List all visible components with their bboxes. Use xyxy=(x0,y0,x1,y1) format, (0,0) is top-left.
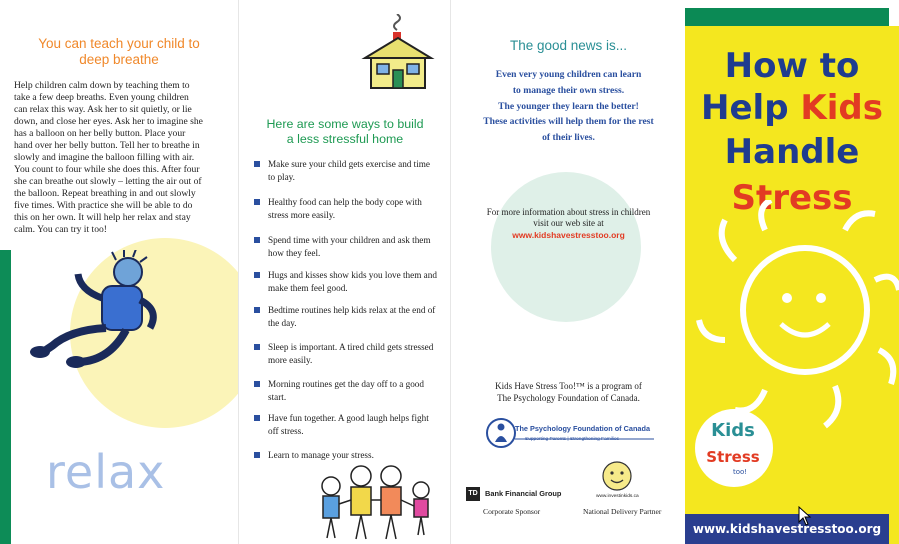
cover-title-help-kids xyxy=(685,88,899,128)
green-top-strip xyxy=(685,8,889,26)
list-item-line: the day. xyxy=(268,317,297,328)
good-news-title: The good news is... xyxy=(509,38,628,53)
body-line: Help children calm down by teaching them to xyxy=(14,80,190,91)
panel-stress-free-home xyxy=(238,0,450,544)
house-illustration xyxy=(359,14,437,92)
good-news-text xyxy=(451,67,685,146)
foundation-tagline: Supporting Parents | Strengthening Families xyxy=(525,437,620,442)
national-partner-label: National Delivery Partner xyxy=(583,507,662,516)
body-line: five times. With practice she will be able to do xyxy=(14,200,193,211)
text-line: Even very young children can learn xyxy=(495,69,642,80)
deep-breathe-title xyxy=(0,36,238,68)
list-item xyxy=(254,234,439,259)
list-item-line: make them feel good. xyxy=(268,282,348,293)
list-item-line: start. xyxy=(268,391,287,402)
mouse-cursor-icon xyxy=(798,506,812,526)
list-item-line: Make sure your child gets exercise and time xyxy=(268,159,431,169)
list-item-line: how they feel. xyxy=(268,247,321,258)
invest-in-kids-url: www.investinkids.ca xyxy=(596,494,639,499)
list-item-line: Have fun together. A good laugh helps fight xyxy=(268,413,429,423)
bullet-icon xyxy=(254,307,260,313)
list-item xyxy=(254,378,439,403)
body-line: slowly and imagine the balloon filling with air. xyxy=(14,152,195,163)
title-line: a less stressful home xyxy=(286,132,404,146)
badge-kids-text: Kids xyxy=(711,420,755,441)
cover-title-stress: Stress xyxy=(731,178,853,218)
text-line: The Psychology Foundation of Canada. xyxy=(497,393,640,403)
badge-stress-text: Stress xyxy=(706,448,760,466)
list-item-line: Learn to manage your stress. xyxy=(268,450,374,460)
body-line: take a few deep breaths. Even young children xyxy=(14,92,189,103)
panel-cover xyxy=(685,0,899,544)
body-line: has a balloon on her belly button. Place your xyxy=(14,128,186,139)
text-line: of their lives. xyxy=(542,132,595,144)
foundation-name: The Psychology Foundation of Canada xyxy=(515,424,650,433)
list-item xyxy=(254,269,439,294)
list-item-line: Sleep is important. A tired child gets stressed xyxy=(268,342,434,352)
home-tips-title xyxy=(239,117,450,147)
body-line: she can breathe out slowly – letting the air out of xyxy=(14,176,202,187)
badge-too-text: too! xyxy=(733,468,748,476)
text-line: These activities will help them for the rest xyxy=(483,116,654,128)
title-line: You can teach your child to xyxy=(38,36,200,51)
list-item-line: Hugs and kisses show kids you love them and xyxy=(268,270,437,280)
title-word: Kids xyxy=(800,88,883,128)
td-bank-name: Bank Financial Group xyxy=(485,489,562,498)
text-line: For more information about stress in children xyxy=(486,207,651,217)
text-line: to manage their own stress. xyxy=(512,84,625,96)
bullet-icon xyxy=(254,161,260,167)
list-item-line: Healthy food can help the body cope with xyxy=(268,197,422,207)
kids-holding-hands-illustration xyxy=(311,460,441,544)
list-item-line: stress more easily. xyxy=(268,209,336,220)
cover-title-how-to: How to xyxy=(724,46,860,86)
bullet-icon xyxy=(254,272,260,278)
td-logo-icon: TD xyxy=(466,487,480,501)
body-line: calm. You can try it too! xyxy=(14,224,107,235)
bullet-icon xyxy=(254,415,260,421)
bullet-icon xyxy=(254,344,260,350)
list-item-line: Bedtime routines help kids relax at the end of xyxy=(268,305,436,315)
title-word: Help xyxy=(701,88,789,128)
invest-in-kids-logo xyxy=(601,460,633,492)
panel-good-news xyxy=(450,0,685,544)
body-line: down, and close her eyes. Ask her to imagine she xyxy=(14,116,203,127)
body-line: hand over her belly button. Tell her to breathe in xyxy=(14,140,200,151)
body-line: this on her own. It will help her relax and stay xyxy=(14,212,191,223)
list-item xyxy=(254,196,439,221)
website-link[interactable]: www.kidshavestresstoo.org xyxy=(512,230,625,240)
green-edge-strip xyxy=(0,250,11,544)
more-info-text xyxy=(451,207,685,229)
bullet-icon xyxy=(254,199,260,205)
panel-deep-breathe xyxy=(0,0,238,544)
deep-breathe-body xyxy=(14,80,224,236)
list-item-line: Morning routines get the day off to a good xyxy=(268,379,424,389)
psychology-foundation-logo xyxy=(486,416,656,450)
cover-title-handle: Handle xyxy=(724,132,860,172)
body-line: the balloon. Repeat breathing in and out slowly xyxy=(14,188,196,199)
bullet-icon xyxy=(254,452,260,458)
pale-green-circle xyxy=(491,172,641,322)
list-item xyxy=(254,412,439,437)
text-line: Kids Have Stress Too!™ is a program of xyxy=(495,381,642,391)
text-line: visit our web site at xyxy=(533,218,604,228)
bullet-icon xyxy=(254,237,260,243)
list-item xyxy=(254,158,439,183)
list-item xyxy=(254,304,439,329)
relax-word: relax xyxy=(46,445,166,499)
text-line: The younger they learn the better! xyxy=(498,100,639,112)
list-item-line: more easily. xyxy=(268,354,313,365)
corporate-sponsor-label: Corporate Sponsor xyxy=(483,507,541,516)
list-item xyxy=(254,341,439,366)
title-line: Here are some ways to build xyxy=(266,117,424,131)
sun-illustration xyxy=(695,200,899,430)
list-item-line: Spend time with your children and ask them xyxy=(268,235,431,245)
title-line: deep breathe xyxy=(79,52,159,67)
list-item-line: off stress. xyxy=(268,425,304,436)
program-text xyxy=(451,380,685,404)
list-item-line: to play. xyxy=(268,171,295,182)
body-line: You count to four while she does this. After four xyxy=(14,164,200,175)
relaxing-child-illustration xyxy=(30,250,170,380)
body-line: can relax this way. Ask her to sit quietly, or lie xyxy=(14,104,192,115)
cover-website-bar[interactable]: www.kidshavestresstoo.org xyxy=(685,514,889,544)
bullet-icon xyxy=(254,381,260,387)
